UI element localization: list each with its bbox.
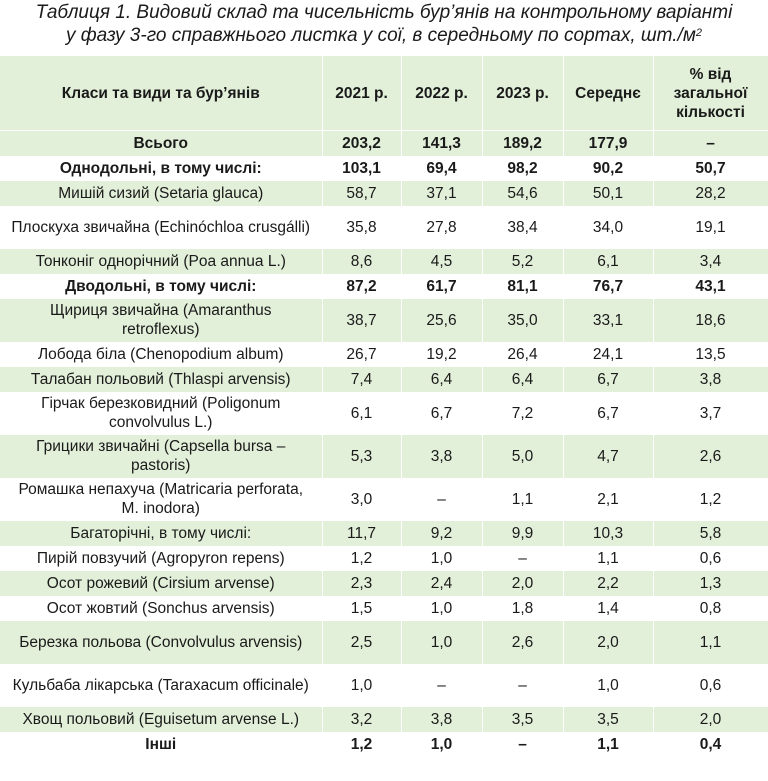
table-row bbox=[0, 206, 768, 249]
header-2023: 2023 р. bbox=[482, 56, 563, 131]
species-cell: Березка польова (Convolvulus arvensis) bbox=[0, 621, 322, 664]
value-2021-cell: 35,8 bbox=[322, 206, 401, 249]
species-cell: Грицики звичайні (Capsella bursa – pastoris) bbox=[0, 435, 322, 478]
value-2021-cell: 203,2 bbox=[322, 131, 401, 156]
value-2021-cell: 7,4 bbox=[322, 367, 401, 392]
average-cell: 6,7 bbox=[563, 392, 653, 435]
value-2021-cell: 6,1 bbox=[322, 392, 401, 435]
species-cell: Тонконіг однорічний (Poa annua L.) bbox=[0, 249, 322, 274]
species-cell: Щириця звичайна (Amaranthus retroflexus) bbox=[0, 299, 322, 342]
species-cell: Осот жовтий (Sonchus arvensis) bbox=[0, 596, 322, 621]
average-cell: 1,1 bbox=[563, 546, 653, 571]
value-2023-cell: 6,4 bbox=[482, 367, 563, 392]
table-row bbox=[0, 181, 768, 206]
header-species: Класи та види та бур’янів bbox=[0, 56, 322, 131]
average-cell: 10,3 bbox=[563, 521, 653, 546]
average-cell: 34,0 bbox=[563, 206, 653, 249]
table-row bbox=[0, 571, 768, 596]
value-2023-cell: 5,2 bbox=[482, 249, 563, 274]
value-2023-cell: 5,0 bbox=[482, 435, 563, 478]
caption-superscript: 2 bbox=[695, 27, 702, 39]
average-cell: 33,1 bbox=[563, 299, 653, 342]
value-2021-cell: 3,0 bbox=[322, 478, 401, 521]
value-2022-cell: – bbox=[401, 664, 482, 707]
percent-cell: 0,6 bbox=[653, 664, 768, 707]
species-cell: Інші bbox=[0, 732, 322, 757]
percent-cell: 3,4 bbox=[653, 249, 768, 274]
value-2022-cell: 6,4 bbox=[401, 367, 482, 392]
percent-cell: 2,0 bbox=[653, 707, 768, 732]
average-cell: 50,1 bbox=[563, 181, 653, 206]
percent-cell: 1,3 bbox=[653, 571, 768, 596]
value-2022-cell: 37,1 bbox=[401, 181, 482, 206]
table-row bbox=[0, 299, 768, 342]
value-2023-cell: 3,5 bbox=[482, 707, 563, 732]
table-row bbox=[0, 249, 768, 274]
average-cell: 1,1 bbox=[563, 732, 653, 757]
species-cell: Однодольні, в тому числі: bbox=[0, 156, 322, 181]
percent-cell: 0,4 bbox=[653, 732, 768, 757]
table-row bbox=[0, 707, 768, 732]
value-2023-cell: – bbox=[482, 546, 563, 571]
value-2022-cell: 9,2 bbox=[401, 521, 482, 546]
value-2021-cell: 11,7 bbox=[322, 521, 401, 546]
species-cell: Всього bbox=[0, 131, 322, 156]
average-cell: 76,7 bbox=[563, 274, 653, 299]
value-2022-cell: 141,3 bbox=[401, 131, 482, 156]
species-cell: Талабан польовий (Thlaspi arvensis) bbox=[0, 367, 322, 392]
percent-cell: 2,6 bbox=[653, 435, 768, 478]
average-cell: 2,2 bbox=[563, 571, 653, 596]
value-2023-cell: 26,4 bbox=[482, 342, 563, 367]
average-cell: 6,7 bbox=[563, 367, 653, 392]
average-cell: 2,1 bbox=[563, 478, 653, 521]
species-cell: Кульбаба лікарська (Taraxacum officinale) bbox=[0, 664, 322, 707]
value-2021-cell: 103,1 bbox=[322, 156, 401, 181]
value-2021-cell: 2,3 bbox=[322, 571, 401, 596]
percent-cell: 3,7 bbox=[653, 392, 768, 435]
value-2021-cell: 26,7 bbox=[322, 342, 401, 367]
table-row bbox=[0, 478, 768, 521]
species-cell: Лобода біла (Chenopodium album) bbox=[0, 342, 322, 367]
species-cell: Гірчак березковидний (Poligonum convolvulus L.) bbox=[0, 392, 322, 435]
percent-cell: 5,8 bbox=[653, 521, 768, 546]
table-body bbox=[0, 131, 768, 757]
table-row bbox=[0, 596, 768, 621]
species-cell: Плоскуха звичайна (Echinóchloa crusgálli) bbox=[0, 206, 322, 249]
value-2022-cell: 3,8 bbox=[401, 435, 482, 478]
value-2021-cell: 1,2 bbox=[322, 732, 401, 757]
percent-cell: 1,1 bbox=[653, 621, 768, 664]
value-2021-cell: 38,7 bbox=[322, 299, 401, 342]
caption-line-1: Таблиця 1. Видовий склад та чисельність бур’янів на контрольному варіанті bbox=[35, 2, 733, 23]
table-row bbox=[0, 546, 768, 571]
value-2022-cell: 3,8 bbox=[401, 707, 482, 732]
value-2023-cell: – bbox=[482, 732, 563, 757]
percent-cell: 0,6 bbox=[653, 546, 768, 571]
percent-cell: 50,7 bbox=[653, 156, 768, 181]
percent-cell: 1,2 bbox=[653, 478, 768, 521]
value-2023-cell: 9,9 bbox=[482, 521, 563, 546]
average-cell: 24,1 bbox=[563, 342, 653, 367]
value-2021-cell: 58,7 bbox=[322, 181, 401, 206]
percent-cell: 13,5 bbox=[653, 342, 768, 367]
header-average: Середнє bbox=[563, 56, 653, 131]
table-row bbox=[0, 392, 768, 435]
percent-cell: 28,2 bbox=[653, 181, 768, 206]
value-2021-cell: 1,5 bbox=[322, 596, 401, 621]
value-2022-cell: 61,7 bbox=[401, 274, 482, 299]
value-2023-cell: 98,2 bbox=[482, 156, 563, 181]
header-percent: % від загальної кількості bbox=[653, 56, 768, 131]
value-2023-cell: 1,1 bbox=[482, 478, 563, 521]
value-2023-cell: 189,2 bbox=[482, 131, 563, 156]
percent-cell: 19,1 bbox=[653, 206, 768, 249]
value-2021-cell: 5,3 bbox=[322, 435, 401, 478]
value-2022-cell: 6,7 bbox=[401, 392, 482, 435]
average-cell: 1,4 bbox=[563, 596, 653, 621]
table-caption bbox=[0, 0, 768, 56]
percent-cell: 0,8 bbox=[653, 596, 768, 621]
table-row bbox=[0, 621, 768, 664]
caption-line-2 bbox=[0, 24, 768, 47]
table-row bbox=[0, 131, 768, 156]
table-row bbox=[0, 367, 768, 392]
table-row bbox=[0, 274, 768, 299]
average-cell: 2,0 bbox=[563, 621, 653, 664]
value-2022-cell: 1,0 bbox=[401, 596, 482, 621]
weed-table bbox=[0, 56, 768, 756]
species-cell: Осот рожевий (Cirsium arvense) bbox=[0, 571, 322, 596]
value-2022-cell: 27,8 bbox=[401, 206, 482, 249]
percent-cell: 3,8 bbox=[653, 367, 768, 392]
value-2023-cell: 38,4 bbox=[482, 206, 563, 249]
header-2021: 2021 р. bbox=[322, 56, 401, 131]
value-2021-cell: 1,2 bbox=[322, 546, 401, 571]
value-2022-cell: 19,2 bbox=[401, 342, 482, 367]
value-2022-cell: 25,6 bbox=[401, 299, 482, 342]
average-cell: 4,7 bbox=[563, 435, 653, 478]
header-row bbox=[0, 56, 768, 131]
table-row bbox=[0, 342, 768, 367]
value-2022-cell: 2,4 bbox=[401, 571, 482, 596]
value-2021-cell: 2,5 bbox=[322, 621, 401, 664]
table-row bbox=[0, 521, 768, 546]
table-row bbox=[0, 156, 768, 181]
average-cell: 3,5 bbox=[563, 707, 653, 732]
value-2023-cell: 54,6 bbox=[482, 181, 563, 206]
species-cell: Ромашка непахуча (Matricaria perforata, M. inodora) bbox=[0, 478, 322, 521]
value-2022-cell: – bbox=[401, 478, 482, 521]
value-2023-cell: 2,0 bbox=[482, 571, 563, 596]
caption-line-2-text: у фазу 3-го справжнього листка у сої, в середньому по сортах, шт./м bbox=[66, 25, 696, 46]
species-cell: Пирій повзучий (Agropyron repens) bbox=[0, 546, 322, 571]
table-row bbox=[0, 732, 768, 757]
value-2021-cell: 8,6 bbox=[322, 249, 401, 274]
species-cell: Мишій сизий (Setaria glauca) bbox=[0, 181, 322, 206]
percent-cell: – bbox=[653, 131, 768, 156]
value-2021-cell: 1,0 bbox=[322, 664, 401, 707]
average-cell: 90,2 bbox=[563, 156, 653, 181]
species-cell: Багаторічні, в тому числі: bbox=[0, 521, 322, 546]
value-2023-cell: 35,0 bbox=[482, 299, 563, 342]
species-cell: Хвощ польовий (Eguisetum arvense L.) bbox=[0, 707, 322, 732]
table-row bbox=[0, 664, 768, 707]
value-2022-cell: 1,0 bbox=[401, 732, 482, 757]
value-2021-cell: 87,2 bbox=[322, 274, 401, 299]
value-2022-cell: 4,5 bbox=[401, 249, 482, 274]
value-2023-cell: 81,1 bbox=[482, 274, 563, 299]
value-2023-cell: 1,8 bbox=[482, 596, 563, 621]
value-2022-cell: 1,0 bbox=[401, 546, 482, 571]
value-2023-cell: 7,2 bbox=[482, 392, 563, 435]
header-2022: 2022 р. bbox=[401, 56, 482, 131]
species-cell: Дводольні, в тому числі: bbox=[0, 274, 322, 299]
percent-cell: 18,6 bbox=[653, 299, 768, 342]
average-cell: 1,0 bbox=[563, 664, 653, 707]
value-2022-cell: 1,0 bbox=[401, 621, 482, 664]
value-2023-cell: 2,6 bbox=[482, 621, 563, 664]
average-cell: 177,9 bbox=[563, 131, 653, 156]
value-2023-cell: – bbox=[482, 664, 563, 707]
percent-cell: 43,1 bbox=[653, 274, 768, 299]
value-2021-cell: 3,2 bbox=[322, 707, 401, 732]
table-row bbox=[0, 435, 768, 478]
average-cell: 6,1 bbox=[563, 249, 653, 274]
value-2022-cell: 69,4 bbox=[401, 156, 482, 181]
